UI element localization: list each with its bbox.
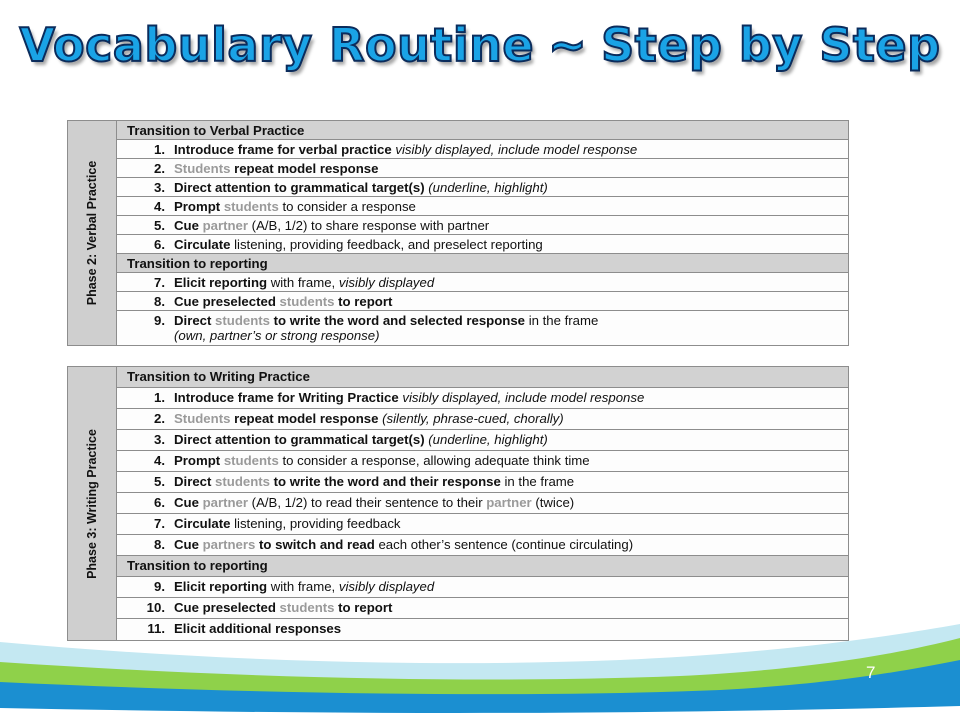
step-number: 7. — [154, 275, 165, 290]
text-segment: Cue — [174, 495, 203, 510]
text-segment: to write the word and their response — [270, 474, 501, 489]
step-text — [174, 475, 848, 490]
text-segment: in the frame — [500, 474, 575, 489]
text-segment: each other’s sentence (continue circulating) — [374, 537, 634, 552]
text-segment: to report — [334, 294, 393, 309]
step-number: 1. — [154, 390, 165, 405]
step-text — [174, 219, 848, 234]
step-row — [117, 178, 848, 197]
phase-3-label-cell — [68, 367, 117, 640]
text-segment: Direct attention to grammatical target(s) — [174, 432, 429, 447]
step-number: 7. — [154, 516, 165, 531]
step-row — [117, 388, 848, 409]
text-segment: Direct — [174, 474, 216, 489]
text-segment: Elicit additional responses — [174, 621, 342, 636]
text-segment: visibly displayed — [338, 579, 435, 594]
step-text — [174, 391, 848, 406]
phase-3-table — [67, 366, 849, 641]
step-text — [174, 580, 848, 595]
step-text — [174, 295, 848, 310]
step-row — [117, 451, 848, 472]
slide-title-left: Vocabulary Routine — [19, 18, 535, 72]
text-segment: (silently, phrase-cued, chorally) — [382, 411, 564, 426]
section-header-row — [117, 121, 848, 140]
step-number: 10. — [146, 600, 165, 615]
text-segment: listening, providing feedback, and preselect reporting — [230, 237, 543, 252]
text-segment: in the frame — [525, 313, 599, 328]
text-segment: visibly displayed — [338, 275, 435, 290]
step-row — [117, 514, 848, 535]
step-number: 8. — [154, 537, 165, 552]
step-text — [174, 454, 848, 469]
step-number: 6. — [154, 237, 165, 252]
text-segment: repeat model response — [230, 161, 379, 176]
highlighted-word: partners — [202, 537, 256, 552]
section-header-row — [117, 556, 848, 577]
slide-title-right: Step by Step — [601, 18, 941, 72]
step-text — [174, 181, 848, 196]
step-row — [117, 493, 848, 514]
phase-3-rows — [117, 367, 848, 640]
step-text — [174, 433, 848, 448]
text-segment: Circulate — [174, 516, 231, 531]
text-segment: (A/B, 1/2) to read their sentence to their — [248, 495, 487, 510]
phase-2-label: Phase 2: Verbal Practice — [85, 160, 99, 306]
step-number: 4. — [154, 199, 165, 214]
highlighted-word: partner — [202, 218, 249, 233]
step-text — [174, 538, 848, 553]
step-row — [117, 273, 848, 292]
title-tilde: ~ — [548, 18, 588, 72]
text-segment: Cue — [174, 218, 203, 233]
text-segment: to consider a response, allowing adequate think time — [278, 453, 590, 468]
text-segment: to switch and read — [255, 537, 375, 552]
text-segment: Transition to Writing Practice — [127, 369, 310, 384]
section-header-row — [117, 254, 848, 273]
step-row — [117, 235, 848, 254]
step-number: 9. — [154, 579, 165, 594]
text-segment: with frame, — [267, 579, 339, 594]
step-row — [117, 409, 848, 430]
highlighted-word: students — [215, 474, 270, 489]
step-row — [117, 216, 848, 235]
phase-2-table — [67, 120, 849, 346]
text-segment: Elicit reporting — [174, 579, 268, 594]
section-header-row — [117, 367, 848, 388]
step-text — [174, 314, 848, 344]
highlighted-word: students — [279, 294, 335, 309]
step-row — [117, 472, 848, 493]
step-number: 6. — [154, 495, 165, 510]
footer-wave-decoration — [0, 620, 960, 720]
text-segment: (underline, highlight) — [428, 180, 548, 195]
step-number: 9. — [154, 313, 165, 328]
phase-2-label-cell — [68, 121, 117, 345]
text-segment: Cue — [174, 537, 203, 552]
step-number: 3. — [154, 432, 165, 447]
step-row — [117, 577, 848, 598]
phase-2-rows — [117, 121, 848, 345]
step-row — [117, 197, 848, 216]
highlighted-word: Students — [174, 411, 231, 426]
text-segment: Elicit reporting — [174, 275, 268, 290]
highlighted-word: students — [279, 600, 335, 615]
highlighted-word: students — [215, 313, 270, 328]
step-text — [174, 601, 848, 616]
step-number: 3. — [154, 180, 165, 195]
text-segment: Transition to reporting — [127, 558, 268, 573]
text-segment: Direct attention to grammatical target(s) — [174, 180, 429, 195]
step-number: 8. — [154, 294, 165, 309]
step-row — [117, 292, 848, 311]
page-number: 7 — [866, 663, 876, 682]
step-number: 2. — [154, 161, 165, 176]
text-segment: with frame, — [267, 275, 339, 290]
step-text — [174, 143, 848, 158]
text-segment: (own, partner’s or strong response) — [174, 327, 380, 343]
text-segment: Prompt — [174, 453, 224, 468]
text-segment: Direct — [174, 313, 216, 328]
text-segment: Circulate — [174, 237, 231, 252]
text-segment: Introduce frame for verbal practice — [174, 142, 396, 157]
text-segment: Prompt — [174, 199, 224, 214]
highlighted-word: Students — [174, 161, 231, 176]
step-row — [117, 430, 848, 451]
text-segment: Cue preselected — [174, 600, 280, 615]
step-text — [174, 200, 848, 215]
step-number: 2. — [154, 411, 165, 426]
text-segment: listening, providing feedback — [230, 516, 401, 531]
text-segment: (underline, highlight) — [428, 432, 548, 447]
text-segment: Transition to Verbal Practice — [127, 123, 305, 138]
step-text — [174, 517, 848, 532]
text-segment: Transition to reporting — [127, 256, 268, 271]
phase-3-label: Phase 3: Writing Practice — [85, 428, 99, 579]
step-text — [174, 276, 848, 291]
highlighted-word: partner — [486, 495, 532, 510]
step-number: 1. — [154, 142, 165, 157]
text-segment: repeat model response — [230, 411, 383, 426]
step-row — [117, 159, 848, 178]
text-segment: (A/B, 1/2) to share response with partner — [248, 218, 490, 233]
text-segment: Introduce frame for Writing Practice — [174, 390, 403, 405]
step-number: 5. — [154, 474, 165, 489]
text-segment: to write the word and selected response — [270, 313, 526, 328]
step-number: 11. — [147, 621, 165, 636]
step-row — [117, 535, 848, 556]
step-text — [174, 412, 848, 427]
step-number: 5. — [154, 218, 165, 233]
text-segment: to report — [334, 600, 393, 615]
highlighted-word: partner — [202, 495, 249, 510]
text-segment: (twice) — [531, 495, 575, 510]
step-row — [117, 598, 848, 619]
step-row — [117, 140, 848, 159]
step-row — [117, 311, 848, 345]
step-text — [174, 496, 848, 511]
highlighted-word: students — [223, 199, 279, 214]
step-text — [174, 162, 848, 177]
text-segment: Cue preselected — [174, 294, 280, 309]
step-text — [174, 238, 848, 253]
text-segment: visibly displayed, include model response — [395, 142, 638, 157]
text-segment: visibly displayed, include model response — [402, 390, 645, 405]
slide-title — [0, 18, 960, 72]
text-segment: to consider a response — [278, 199, 416, 214]
highlighted-word: students — [223, 453, 279, 468]
step-number: 4. — [154, 453, 165, 468]
